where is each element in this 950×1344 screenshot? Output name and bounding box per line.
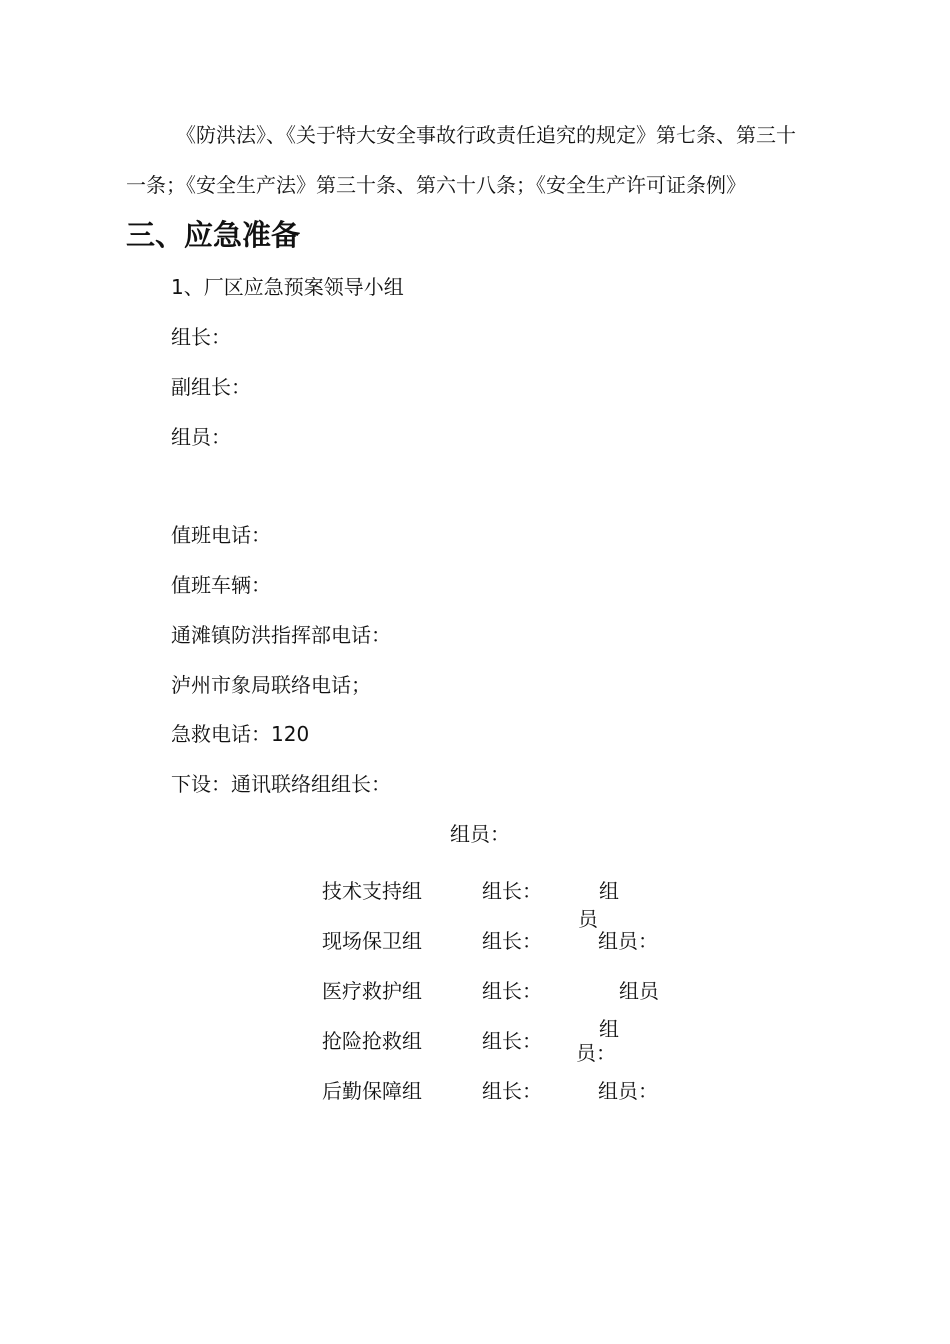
group-name-tech-support: 技术支持组 xyxy=(322,879,422,903)
group-leader-medical: 组长： xyxy=(482,979,542,1003)
group-leader-site-security: 组长： xyxy=(482,929,542,953)
group-member-top-rescue: 组 xyxy=(599,1017,619,1041)
flood-command-phone-label: 通滩镇防洪指挥部电话： xyxy=(171,623,391,647)
group-member-top-tech-support: 组 xyxy=(599,879,619,903)
group-name-medical: 医疗救护组 xyxy=(322,979,422,1003)
comm-group-members-label: 组员： xyxy=(450,822,510,846)
deputy-leader-label: 副组长： xyxy=(171,375,251,399)
weather-bureau-phone-label: 泸州市象局联络电话； xyxy=(171,673,371,697)
group-member-bottom-rescue: 员： xyxy=(576,1041,616,1065)
leadership-title: 1、厂区应急预案领导小组 xyxy=(171,275,404,299)
duty-phone-label: 值班电话： xyxy=(171,523,271,547)
group-name-rescue: 抢险抢救组 xyxy=(322,1029,422,1053)
section-heading: 三、应急准备 xyxy=(126,218,301,252)
group-leader-tech-support: 组长： xyxy=(482,879,542,903)
group-name-logistics: 后勤保障组 xyxy=(322,1079,422,1103)
intro-line-2: 一条；《安全生产法》第三十条、第六十八条；《安全生产许可证条例》 xyxy=(126,173,746,197)
group-member-bottom-tech-support: 员 xyxy=(578,907,598,931)
emergency-phone-label: 急救电话：120 xyxy=(171,722,310,746)
members-label: 组员： xyxy=(171,425,231,449)
group-member-medical: 组员 xyxy=(619,979,659,1003)
intro-line-1: 《防洪法》、《关于特大安全事故行政责任追究的规定》第七条、第三十 xyxy=(176,123,796,147)
group-leader-logistics: 组长： xyxy=(482,1079,542,1103)
group-member-logistics: 组员： xyxy=(598,1079,658,1103)
group-leader-rescue: 组长： xyxy=(482,1029,542,1053)
comm-group-leader-label: 下设：通讯联络组组长： xyxy=(171,772,391,796)
group-member-site-security: 组员： xyxy=(598,929,658,953)
duty-vehicle-label: 值班车辆： xyxy=(171,573,271,597)
leader-label: 组长： xyxy=(171,325,231,349)
group-name-site-security: 现场保卫组 xyxy=(322,929,422,953)
